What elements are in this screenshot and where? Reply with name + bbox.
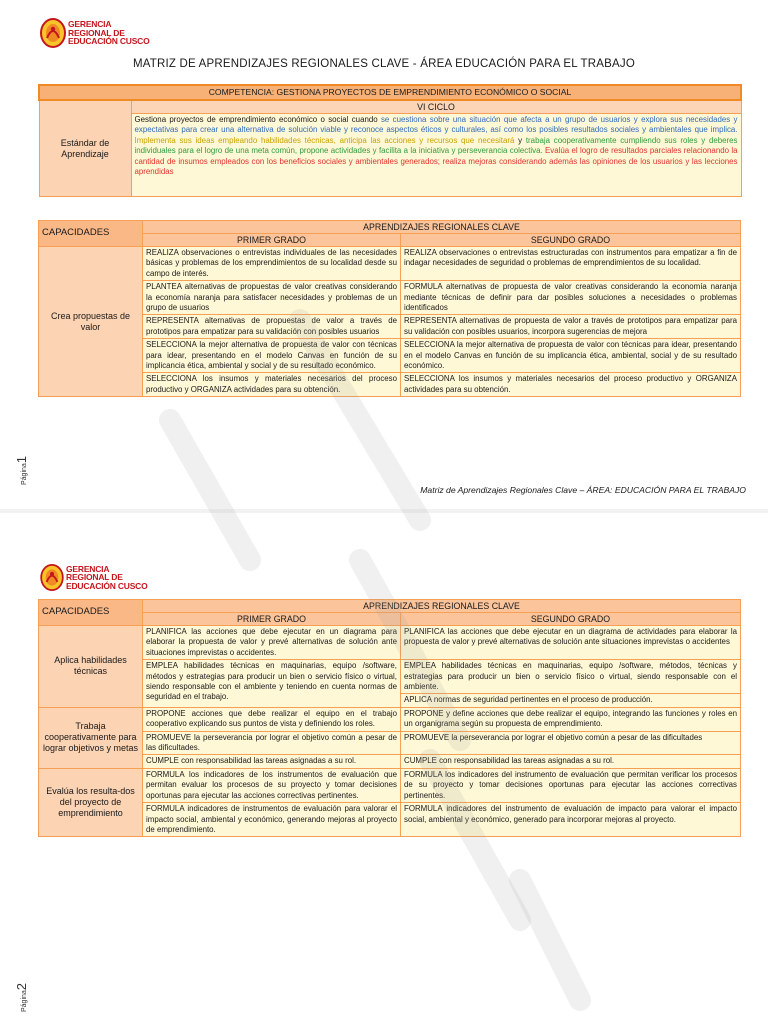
aprendizajes-header: APRENDIZAJES REGIONALES CLAVE: [143, 600, 741, 613]
estandar-segment-6: Evalúa el logro de resultados parciales relacionando la cantidad de insumos empleados con los beneficios sociales y ambientales generados; realiza mejoras considerando además las opiniones de los usuarios y las lecciones aprendidas: [134, 146, 738, 177]
aprendizajes-header: APRENDIZAJES REGIONALES CLAVE: [143, 221, 741, 234]
capacidad-trabaja-cooperativamente: Trabaja cooperativamente para lograr objetivos y metas: [39, 707, 143, 768]
gerencia-emblem-icon: [40, 564, 64, 591]
segundo-grado-cell: APLICA normas de seguridad pertinentes en el proceso de producción.: [401, 694, 741, 707]
logo-line-1: GERENCIA: [68, 19, 112, 30]
ciclo-label: VI CICLO: [131, 100, 741, 114]
logo-line-2: REGIONAL DE: [68, 27, 125, 38]
segundo-grado-cell: EMPLEA habilidades técnicas en maquinarias, equipo /software, métodos, técnicas y estrategias para producir un bien o servicio físico o virtual, siendo responsable con el ambiente.: [401, 660, 741, 694]
logo-line-3: EDUCACIÓN CUSCO: [66, 580, 148, 591]
page-2: [0, 512, 768, 1024]
logo-line-2: REGIONAL DE: [66, 572, 123, 583]
gerencia-logo: [40, 18, 150, 48]
competencia-heading: COMPETENCIA: GESTIONA PROYECTOS DE EMPRENDIMIENTO ECONÓMICO O SOCIAL: [39, 85, 741, 100]
logo-line-3: EDUCACIÓN CUSCO: [68, 36, 150, 47]
primer-grado-cell: FORMULA indicadores de instrumentos de evaluación para valorar el impacto social, ambiental y económico, generando mejoras al proyecto de emprendimiento.: [143, 803, 401, 837]
segundo-grado-cell: PROMUEVE la perseverancia por lograr el objetivo común a pesar de las dificultades: [401, 731, 741, 755]
capacidades-table-1: [38, 220, 741, 397]
capacidad-aplica-habilidades: Aplica habilidades técnicas: [39, 626, 143, 708]
estandar-text: [131, 114, 741, 197]
estandar-label: Estándar de Aprendizaje: [39, 100, 131, 197]
primer-grado-cell: CUMPLE con responsabilidad las tareas asignadas a su rol.: [143, 755, 401, 768]
segundo-grado-cell: PROPONE y define acciones que debe realizar el equipo, integrando las funciones y roles en un organigrama según su propuesta de emprendimiento.: [401, 707, 741, 731]
page-number-2: Página2: [14, 982, 29, 1012]
estandar-segment-2: se cuestiona sobre una situación que afecta a un grupo de usuarios y explora sus necesidades y expectativas para crear una alternativa de solución viable y reconoce aspectos éticos y culturales, así como los posibles resultados sociales y ambientales que implica.: [134, 115, 738, 135]
competencia-table: [38, 84, 742, 197]
capacidades-header: CAPACIDADES: [39, 600, 143, 626]
document-title: MATRIZ DE APRENDIZAJES REGIONALES CLAVE - ÁREA EDUCACIÓN PARA EL TRABAJO: [133, 58, 635, 70]
segundo-grado-cell: CUMPLE con responsabilidad las tareas asignadas a su rol.: [401, 755, 741, 768]
page-number-1: Página1: [14, 455, 29, 485]
segundo-grado-cell: SELECCIONA los insumos y materiales necesarios del proceso productivo y ORGANIZA actividades para su obtención.: [401, 373, 741, 397]
capacidad-crea-propuestas: Crea propuestas de valor: [39, 247, 143, 397]
estandar-segment-1: Gestiona proyectos de emprendimiento económico o social cuando: [134, 115, 381, 124]
primer-grado-cell: SELECCIONA los insumos y materiales necesarios del proceso productivo y ORGANIZA actividades para su obtención.: [143, 373, 401, 397]
logo-line-1: GERENCIA: [66, 563, 110, 574]
primer-grado-header: PRIMER GRADO: [143, 613, 401, 626]
primer-grado-header: PRIMER GRADO: [143, 234, 401, 247]
primer-grado-cell: REPRESENTA alternativas de propuestas de valor a través de prototipos para empatizar para su validación con posibles usuarios: [143, 315, 401, 339]
segundo-grado-cell: SELECCIONA la mejor alternativa de propuesta de valor con técnicas para idear, presentando en el modelo Canvas en función de su implicancia ética, ambiental, social y de su resultado económico.: [401, 339, 741, 373]
primer-grado-cell: EMPLEA habilidades técnicas en maquinarias, equipo /software, métodos y estrategias para producir un bien o servicio físico o virtual, siendo responsable con el ambiente y teniendo en cuenta normas de seguridad en el trabajo.: [143, 660, 401, 708]
estandar-segment-4: y: [518, 135, 526, 145]
gerencia-logo: [40, 564, 148, 591]
primer-grado-cell: PLANIFICA las acciones que debe ejecutar en un diagrama para elaborar la propuesta de valor y prevé alternativas de solución ante situaciones imprevistas o accidentes.: [143, 626, 401, 660]
capacidad-evalua-resultados: Evalúa los resulta-dos del proyecto de emprendimiento: [39, 768, 143, 836]
primer-grado-cell: PLANTEA alternativas de propuestas de valor creativas considerando la economía naranja para satisfacer necesidades y problemas de un grupo de usuarios: [143, 281, 401, 315]
page-footer: Matriz de Aprendizajes Regionales Clave – ÁREA: EDUCACIÓN PARA EL TRABAJO: [420, 485, 746, 495]
segundo-grado-cell: REALIZA observaciones o entrevistas estructuradas con instrumentos para empatizar a fin de indagar necesidades de seguridad o problemas de emprendimientos de su localidad.: [401, 247, 741, 281]
segundo-grado-cell: FORMULA los indicadores del instrumento de evaluación que permitan verificar los procesos de su proyecto y tomar decisiones oportunas para ejecutar las acciones correctivas pertinentes.: [401, 768, 741, 802]
capacidades-header: CAPACIDADES: [39, 221, 143, 247]
primer-grado-cell: REALIZA observaciones o entrevistas individuales de las necesidades básicas y problemas de los emprendimientos de su localidad desde su campo de interés.: [143, 247, 401, 281]
primer-grado-cell: PROPONE acciones que debe realizar el equipo en el trabajo cooperativo explicando sus puntos de vista y definiendo los roles.: [143, 707, 401, 731]
gerencia-emblem-icon: [40, 18, 66, 48]
segundo-grado-header: SEGUNDO GRADO: [401, 613, 741, 626]
segundo-grado-cell: REPRESENTA alternativas de propuesta de valor a través de prototipos para empatizar para su validación con posibles usuarios, incorpora sugerencias de mejora: [401, 315, 741, 339]
primer-grado-cell: PROMUEVE la perseverancia por lograr el objetivo común a pesar de las dificultades.: [143, 731, 401, 755]
segundo-grado-header: SEGUNDO GRADO: [401, 234, 741, 247]
segundo-grado-cell: PLANIFICA las acciones que debe ejecutar en un diagrama de actividades para elaborar la propuesta de valor y prevé alternativas de solución ante situaciones imprevistas o accidentes: [401, 626, 741, 660]
estandar-segment-5: trabaja cooperativamente cumpliendo sus roles y deberes individuales para el logro de una meta común, propone actividades y facilita a la iniciativa y perseverancia colectiva.: [134, 135, 738, 156]
estandar-segment-3: Implementa sus ideas empleando habilidades técnicas, anticipa las acciones y recursos que necesitará: [134, 135, 519, 145]
segundo-grado-cell: FORMULA indicadores del instrumento de evaluación de impacto para valorar el impacto social, ambiental y económico, generado para incorporar mejoras al proyecto.: [401, 803, 741, 837]
primer-grado-cell: FORMULA los indicadores de los instrumentos de evaluación que permitan evaluar los procesos de su proyecto y tomar decisiones oportunas para ejecutar las acciones correctivas pertinentes.: [143, 768, 401, 802]
segundo-grado-cell: FORMULA alternativas de propuesta de valor creativas considerando la economía naranja mediante técnicas de definir para dar posibles soluciones a necesidades o problemas identificados: [401, 281, 741, 315]
primer-grado-cell: SELECCIONA la mejor alternativa de propuesta de valor con técnicas para idear, presentando en el modelo Canvas en función de su implicancia ética, ambiental y social y de su resultado económico.: [143, 339, 401, 373]
capacidades-table-2: [38, 599, 741, 837]
